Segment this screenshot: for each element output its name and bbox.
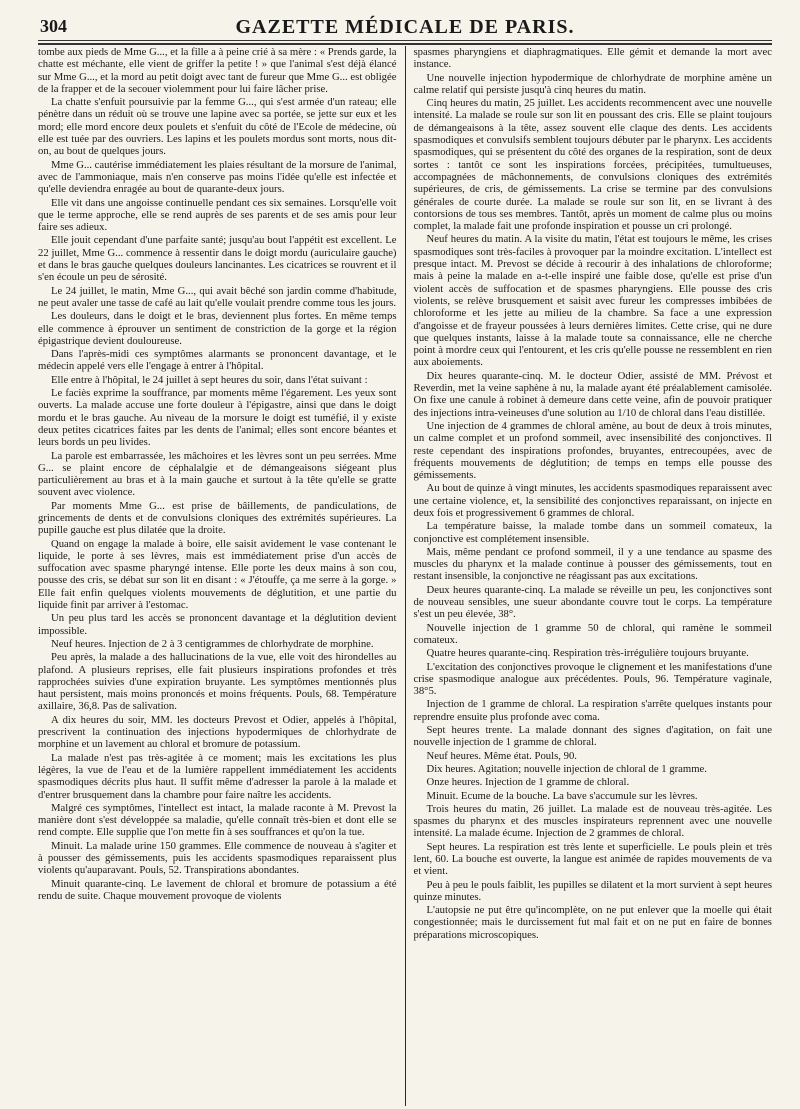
paragraph: Une injection de 4 grammes de chloral amène, au bout de deux à trois minutes, un calme complet et un profond sommeil, avec insensibilité des conjonctives. Il reste cependant des inspirations profondes, bruyantes, entrecoupées, avec de fréquents mouvements de déglutition; de temps en temps elle pousse des gémissements. <box>413 419 772 482</box>
paragraph: La malade n'est pas très-agitée à ce moment; mais les excitations les plus légères, la vue de l'eau et de la lumière rappellent immédiatement les accidents spasmodiques décrits plus haut. Il suffit même d'adresser la parole à la malade et d'entrer brusquement dans la chambre pour faire naître les accidents. <box>38 751 397 801</box>
paragraph: Elle vit dans une angoisse continuelle pendant ces six semaines. Lorsqu'elle voit que le terme approche, elle se rend auprès de ses parents et de ses amis pour leur faire ses adieux. <box>38 196 397 234</box>
journal-title: GAZETTE MÉDICALE DE PARIS. <box>235 16 575 38</box>
column-divider <box>405 46 406 1106</box>
left-column <box>38 46 397 1106</box>
paragraph: Mais, même pendant ce profond sommeil, il y a une tendance au spasme des muscles du pharynx et la malade continue à pousser des gémissements, tout en restant insensible, la conjonctive ne réagissant pas aux excitations. <box>413 545 772 583</box>
paragraph: Au bout de quinze à vingt minutes, les accidents spasmodiques reparaissent avec une certaine violence, et, la sensibilité des conjonctives reparaissant, on injecte en deux fois et progressivement 6 grammes de chloral. <box>413 482 772 519</box>
paragraph: Quatre heures quarante-cinq. Respiration très-irrégulière toujours bruyante. <box>426 647 749 660</box>
paragraph: Dix heures quarante-cinq. M. le docteur Odier, assisté de MM. Prévost et Reverdin, met la veine saphène à nu, la malade ayant été préalablement camisolée. On fixe une canule à robinet à demeure dans cette veine, afin de pouvoir pratiquer des injections intra-veineuses d'une solution au 1/10 de chloral dans l'eau distillée. <box>413 369 772 419</box>
right-column <box>413 46 772 1106</box>
paragraph: Neuf heures. Même état. Pouls, 90. <box>426 749 577 762</box>
paragraph: La température baisse, la malade tombe dans un sommeil comateux, la conjonctive est complétement insensible. <box>413 520 772 545</box>
paragraph: La parole est embarrassée, les mâchoires et les lèvres sont un peu serrées. Mme G... se plaint encore de céphalalgie et de démangeaisons siégeant plus particulièrement au bras et à la main gauche et surtout à la tête qu'elle se gratte souvent avec violence. <box>38 449 397 499</box>
header-rule-thick <box>38 43 772 45</box>
paragraph: L'autopsie ne put être qu'incomplète, on ne put enlever que la moelle qui était congestionnée; mais le durcissement fut mal fait et on ne put en faire de bonnes préparations microscopiques. <box>413 904 772 941</box>
paragraph: Cinq heures du matin, 25 juillet. Les accidents recommencent avec une nouvelle intensité. La malade se roule sur son lit en poussant des cris. Elle se plaint toujours de démangeaisons à la tête, assez souvent elle claque des dents. Les accidents spasmodiques et convulsifs semblent toujours débuter par le pharynx. Les accidents spasmodiques, qui se présentent du côté des organes de la respiration, sont de deux sortes : tantôt ce sont les inspirations forcées, précipitées, tumultueuses, accompagnées de mâchonnements, de convulsions cloniques des extrémités supérieures, de cris, de gémissements. La crise se termine par des convulsions générales de courte durée. La malade se roule sur son lit, en se livrant à des contorsions de tous ses membres. Tantôt, après un moment de calme plus ou moins complet, la malade fait une profonde inspiration et pousse un cri prolongé. <box>413 97 772 233</box>
paragraph: Trois heures du matin, 26 juillet. La malade est de nouveau très-agitée. Les spasmes du pharynx et des muscles inspirateurs reprennent avec une nouvelle intensité. La malade écume. Injection de 2 grammes de chloral. <box>413 802 772 840</box>
paragraph: spasmes pharyngiens et diaphragmatiques. Elle gémit et demande la mort avec instance. <box>413 46 772 71</box>
paragraph: Onze heures. Injection de 1 gramme de chloral. <box>426 776 630 789</box>
paragraph: Minuit quarante-cinq. Le lavement de chloral et bromure de potassium a été rendu de suite. Chaque mouvement provoque de violents <box>38 877 397 902</box>
paragraph: Neuf heures. Injection de 2 à 3 centigrammes de chlorhydrate de morphine. <box>51 637 374 650</box>
paragraph: Malgré ces symptômes, l'intellect est intact, la malade raconte à M. Prevost la manière dont s'est développée sa maladie, qu'elle connaît très-bien et dont elle se rend compte. Elle supplie que l'on mette fin à ses souffrances et qu'on la tue. <box>38 801 397 839</box>
paragraph: tombe aux pieds de Mme G..., et la fille a à peine crié à sa mère : « Prends garde, la chatte est méchante, elle vient de griffer la petite ! » que l'animal s'est déjà élancé sur Mme G..., et la mord au petit doigt avec tant de fureur que Mme G... est obligée de la frapper et de la secouer violemment pour lui faire lâcher prise. <box>38 46 397 95</box>
paragraph: La chatte s'enfuit poursuivie par la femme G..., qui s'est armée d'un rateau; elle pénètre dans un réduit où se trouve une lapine avec sa portée, se jette sur eux et les mord; elle mord encore deux poulets et s'enfuit du côté de l'Ecole de médecine, où elle est tuée par des ouvriers. Les lapins et les poulets mordus sont morts, nous dit-on, au bout de quelques jours. <box>38 96 397 158</box>
paragraph: Minuit. Ecume de la bouche. La bave s'accumule sur les lèvres. <box>426 789 698 802</box>
paragraph: Dix heures. Agitation; nouvelle injection de chloral de 1 gramme. <box>426 762 707 775</box>
paragraph: Le 24 juillet, le matin, Mme G..., qui avait bêché son jardin comme d'habitude, ne peut avaler une tasse de café au lait qu'elle voulait prendre comme tous les jours. <box>38 284 397 309</box>
paragraph: Sept heures trente. La malade donnant des signes d'agitation, on fait une nouvelle injection de 1 gramme de chloral. <box>413 724 772 749</box>
paragraph: Nouvelle injection de 1 gramme 50 de chloral, qui ramène le sommeil comateux. <box>413 621 772 646</box>
paragraph: Elle jouit cependant d'une parfaite santé; jusqu'au bout l'appétit est excellent. Le 22 juillet, Mme G... commence à ressentir dans le doigt mordu (auriculaire gauche) et dans le bras gauche quelques douleurs lancinantes. Les cicatrices se rouvrent et il s'en écoule un peu de sérosité. <box>38 234 397 284</box>
paragraph: Injection de 1 gramme de chloral. La respiration s'arrête quelques instants pour reprendre ensuite plus profonde avec coma. <box>413 698 772 723</box>
paragraph: Sept heures. La respiration est très lente et superficielle. Le pouls plein et très lent, 60. La bouche est ouverte, la langue est animée de rapides mouvements de va et vient. <box>413 840 772 878</box>
paragraph: Neuf heures du matin. A la visite du matin, l'état est toujours le même, les crises spasmodiques sont très-faciles à provoquer par la moindre excitation. L'intellect est presque intact. M. Prevost se décide à recourir à des inhalations de chloroforme; mais à peine la malade en a-t-elle inspiré une faible dose, qu'elle est prise d'un violent accès de suffocation et de spasmes pharyngiens. Elle pousse des cris violents, se relève brusquement et saisit avec fureur les compresses imbibées de chloroforme et les jette au milieu de la chambre. Sa face a une expression d'angoisse et de frayeur poussées à leurs dernières limites. Cette crise, qui ne dure que quelques instants, laisse à la malade toute sa connaissance, elle ne cherche point à mordre ceux qui l'entourent, et les cris qu'elle pousse ne ressemblent en rien aux aboiements. <box>413 233 772 369</box>
paragraph: Peu à peu le pouls faiblit, les pupilles se dilatent et la mort survient à sept heures quinze minutes. <box>413 878 772 903</box>
paragraph: Par moments Mme G... est prise de bâillements, de pandiculations, de grincements de dents et de convulsions cloniques des extrémités supérieures. La pupille gauche est plus dilatée que la droite. <box>38 499 397 537</box>
paragraph: Les douleurs, dans le doigt et le bras, deviennent plus fortes. En même temps elle commence à éprouver un sentiment de constriction de la gorge et la région épigastrique devient douloureuse. <box>38 310 397 347</box>
paragraph: Mme G... cautérise immédiatement les plaies résultant de la morsure de l'animal, avec de l'ammoniaque, mais n'en conserve pas moins l'idée qu'elle est infectée et qu'elle deviendra enragée au bout de quarante-deux jours. <box>38 158 397 196</box>
paragraph: Une nouvelle injection hypodermique de chlorhydrate de morphine amène un calme relatif qui persiste jusqu'à cinq heures du matin. <box>413 71 772 96</box>
paragraph: Dans l'après-midi ces symptômes alarmants se prononcent davantage, et le médecin appelé vers elle l'engage à entrer à l'hôpital. <box>38 348 397 373</box>
paragraph: Elle entre à l'hôpital, le 24 juillet à sept heures du soir, dans l'état suivant : <box>51 373 368 386</box>
paragraph: Peu après, la malade a des hallucinations de la vue, elle voit des hirondelles au plafond. A plusieurs reprises, elle fait plusieurs inspirations profondes et très rapprochées suivies d'une expiration bruyante. Les symptômes mentionnés plus haut persistent, mais moins prononcés et moins fréquents. Pouls, 68. Température axillaire, 36,8. Pas de salivation. <box>38 651 397 713</box>
paragraph: Minuit. La malade urine 150 grammes. Elle commence de nouveau à s'agiter et à pousser des gémissements, puis les accidents spasmodiques reparaissent plus violents qu'auparavant. Pouls, 52. Transpirations abondantes. <box>38 839 397 877</box>
page-number: 304 <box>40 16 67 36</box>
paragraph: Quand on engage la malade à boire, elle saisit avidement le vase contenant le liquide, le porte à ses lèvres, mais est immédiatement prise d'un accès de suffocation avec spasme pharyngé intense. Elle porte les deux mains à son cou, pousse des cris, se débat sur son lit en disant : « J'étouffe, ça me serre à la gorge. » Elle fait enfin quelques violents mouvements de déglutition, et une partie du liquide finit par arriver à l'estomac. <box>38 537 397 612</box>
header-rule <box>38 40 772 41</box>
page-header <box>38 6 772 40</box>
paragraph: Le faciès exprime la souffrance, par moments même l'égarement. Les yeux sont ouverts. La malade accuse une forte douleur à l'épigastre, ainsi que dans le doigt mordu et le bras gauche. Au niveau de la morsure le doigt est tuméfié, il y existe deux petites cicatrices faites par les dents de l'animal; elles sont encore béantes et leurs bords un peu livides. <box>38 387 397 449</box>
paragraph: Un peu plus tard les accès se prononcent davantage et la déglutition devient impossible. <box>38 612 397 637</box>
paragraph: Deux heures quarante-cinq. La malade se réveille un peu, les conjonctives sont de nouveau sensibles, une sueur abondante couvre tout le corps. La température s'est un peu élevée, 38°. <box>413 583 772 621</box>
paragraph: L'excitation des conjonctives provoque le clignement et les manifestations d'une crise spasmodique analogue aux précédentes. Pouls, 96. Température vaginale, 38°5. <box>413 660 772 698</box>
article-body <box>38 46 772 1106</box>
paragraph: A dix heures du soir, MM. les docteurs Prevost et Odier, appelés à l'hôpital, prescrivent la continuation des injections hypodermiques de chlorhydrate de morphine et un lavement au chloral et bromure de potassium. <box>38 713 397 751</box>
